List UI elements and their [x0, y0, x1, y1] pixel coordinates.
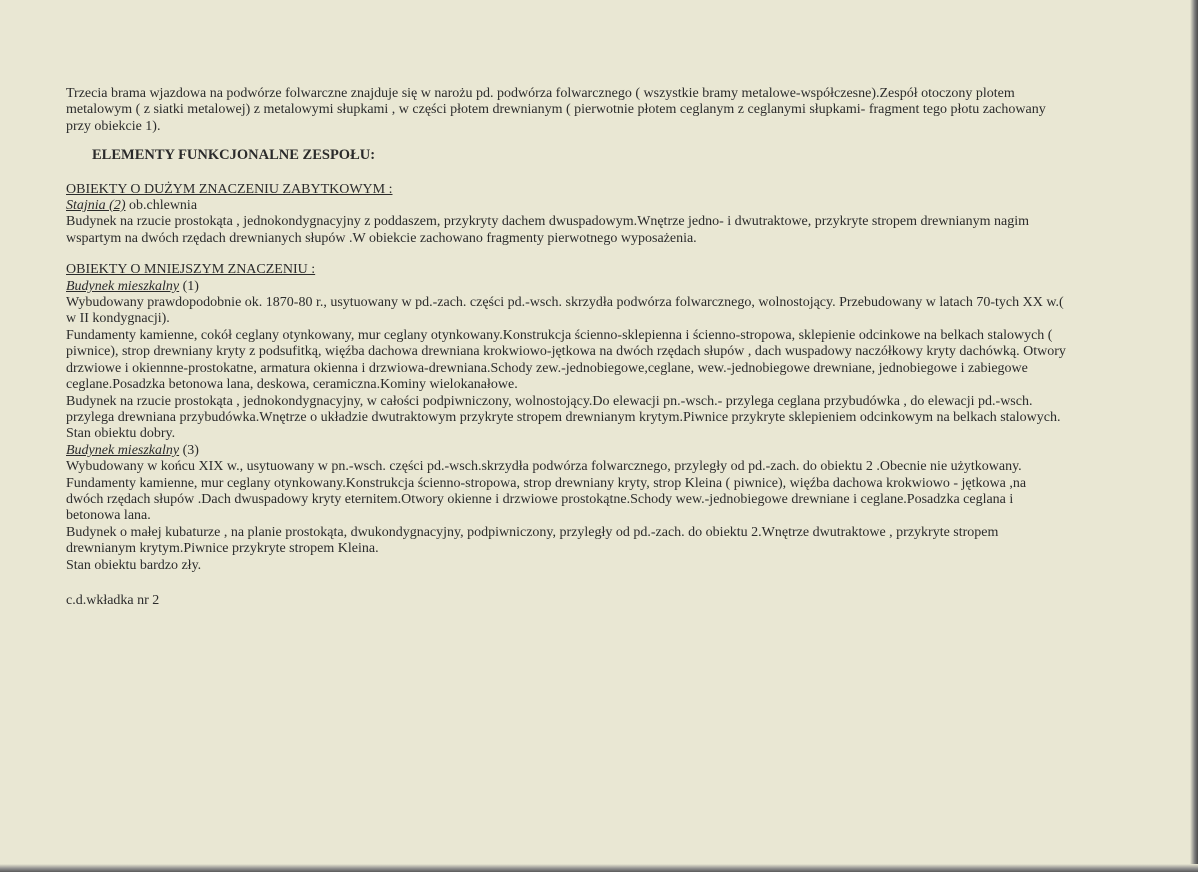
object-3-name: Budynek mieszkalny: [66, 442, 180, 458]
functional-heading: ELEMENTY FUNKCJONALNE ZESPOŁU:: [92, 147, 376, 164]
object-1-number: (1): [179, 278, 199, 294]
object-name: Stajnia (2): [66, 198, 126, 214]
object-1-history: Wybudowany prawdopodobnie ok. 1870-80 r., usytuowany w pd.-zach. części pd.-wsch. skrzydła podwórza folwarcznego, wolnostojący. Przebudowany w latach 70-tych XX w.( w II kondygnacji).: [66, 295, 1064, 327]
continuation-note: c.d.wkładka nr 2: [66, 592, 160, 608]
object-3-state: Stan obiektu bardzo zły.: [66, 557, 202, 573]
minor-section-title: OBIEKTY O MNIEJSZYM ZNACZENIU :: [66, 262, 316, 278]
object-3-heading: [66, 443, 1066, 459]
object-suffix: ob.chlewnia: [125, 198, 198, 214]
object-3-layout: Budynek o małej kubaturze , na planie prostokąta, dwukondygnacyjny, podpiwniczony, przyległy od pd.-zach. do obiektu 2.Wnętrze dwutraktowe , przykryte stropem drewnianym krytym.Piwnice przykryte stropem Kleina.: [66, 524, 999, 557]
major-object-description: Budynek na rzucie prostokąta , jednokondygnacyjny z poddaszem, przykryty dachem dwuspadowym.Wnętrze jedno- i dwutraktowe, przykryte stropem drewnianym nagim wspartym na dwóch rzędach drewnianych słupów .W obiekcie zachowano fragmenty pierwotnego wyposażenia.: [66, 214, 1029, 246]
document-body: [66, 86, 1066, 609]
object-3-construction: Fundamenty kamienne, mur ceglany otynkowany.Konstrukcja ścienno-stropowa, strop drewniany kryty, strop Kleina ( piwnice), więźba dachowa krokwiowo - jętkowa ,na dwóch rzędach słupów .Dach dwuspadowy kryty eternitem.Otwory okienne i drzwiowe prostokątne.Schody wew.-jednobiegowe drewniane i ceglane.Posadzka ceglana i betonowa lana.: [66, 475, 1027, 524]
major-object-heading: [66, 198, 1066, 214]
object-1-heading: [66, 279, 1066, 295]
major-section-title: OBIEKTY O DUŻYM ZNACZENIU ZABYTKOWYM :: [66, 181, 393, 197]
object-1-layout: Budynek na rzucie prostokąta , jednokondygnacyjny, w całości podpiwniczony, wolnostojący.Do elewacji pn.-wsch.- przylega ceglana przybudówka , do elewacji pd.-wsch. przylega drewniana przybudówka.Wnętrze o układzie dwutraktowym przykryte stropem drewnianym krytym.Piwnice przykryte sklepieniem odcinkowym na belkach stalowych.: [66, 393, 1061, 425]
object-1-construction: Fundamenty kamienne, cokół ceglany otynkowany, mur ceglany otynkowany.Konstrukcja ścienno-sklepienna i ścienno-stropowa, sklepienie odcinkowe na belkach stalowych ( piwnice), strop drewniany kryty z podsufitką, więźba dachowa drewniana krokwiowo-jętkowa na dwóch rzędach słupów , dach wuspadowy naczółkowy kryty dachówką. Otwory drzwiowe i okiennne-prostokatne, armatura okienna i drzwiowa-drewniana.Schody zew.-jednobiegowe,ceglane, wew.-jednobiegowe drewniane, jednobiegowe i zabiegowe ceglane.Posadzka betonowa lana, deskowa, ceramiczna.Kominy wielokanałowe.: [66, 327, 1066, 393]
object-1-state: Stan obiektu dobry.: [66, 426, 176, 442]
page-edge-bottom: [0, 864, 1198, 872]
page-edge-right: [1190, 0, 1198, 872]
intro-paragraph: Trzecia brama wjazdowa na podwórze folwarczne znajduje się w narożu pd. podwórza folwarcznego ( wszystkie bramy metalowe-współczesne).Zespół otoczony plotem metalowym ( z siatki metalowej) z metalowymi słupkami , w części płotem drewnianym ( pierwotnie płotem ceglanym z ceglanymi słupkami- fragment tego płotu zachowany przy obiekcie 1).: [66, 86, 1046, 134]
object-3-history: Wybudowany w końcu XIX w., usytuowany w pn.-wsch. części pd.-wsch.skrzydła podwórza folwarcznego, przyległy od pd.-zach. do obiektu 2 .Obecnie nie użytkowany.: [66, 459, 1022, 475]
object-3-number: (3): [179, 442, 199, 458]
object-1-name: Budynek mieszkalny: [66, 278, 180, 294]
